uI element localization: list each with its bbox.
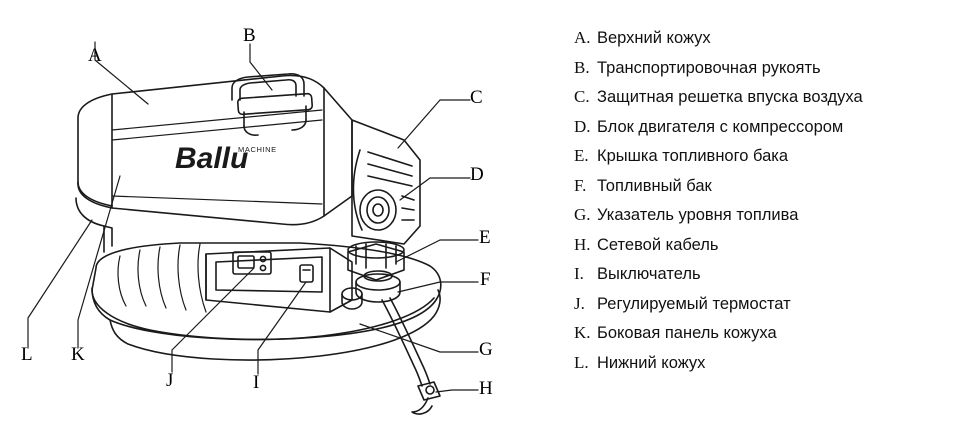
legend-item-key: A.	[574, 28, 591, 47]
legend-item-label: Нижний кожух	[597, 353, 706, 372]
legend-item-label: Верхний кожух	[597, 29, 711, 47]
legend-item-label: Выключатель	[597, 265, 701, 283]
legend-list	[574, 28, 964, 382]
callout-label-a: A	[88, 45, 102, 66]
legend-item-label: Регулируемый термостат	[597, 294, 791, 313]
legend-item-label: Топливный бак	[597, 176, 712, 195]
power-switch	[300, 265, 313, 282]
carry-handle	[232, 74, 312, 135]
legend-item-key: J.	[574, 293, 585, 313]
legend-item	[574, 87, 964, 117]
legend-item-label: Крышка топливного бака	[597, 147, 789, 165]
legend-item-key: B.	[574, 57, 590, 77]
legend-item	[574, 58, 964, 88]
legend-item	[574, 353, 964, 383]
legend-item	[574, 176, 964, 206]
legend-item	[574, 264, 964, 294]
legend-item-label: Указатель уровня топлива	[597, 206, 799, 224]
legend-item-label: Транспортировочная рукоять	[597, 58, 821, 77]
legend-item-label: Сетевой кабель	[597, 235, 719, 254]
legend-item-key: C.	[574, 87, 590, 106]
legend-item-label: Блок двигателя с компрессором	[597, 117, 844, 136]
legend-item	[574, 205, 964, 235]
legend-item	[574, 294, 964, 324]
callout-label-i: I	[253, 372, 260, 393]
tank-ribs	[118, 244, 206, 312]
callout-label-h: H	[479, 378, 493, 399]
legend-item-label: Защитная решетка впуска воздуха	[597, 88, 863, 106]
legend-item-key: G.	[574, 205, 591, 224]
legend-item	[574, 117, 964, 147]
callout-label-b: B	[243, 25, 256, 46]
legend-item-key: F.	[574, 175, 587, 195]
legend-item-key: H.	[574, 234, 591, 254]
callout-label-c: C	[470, 87, 483, 108]
legend-item-key: L.	[574, 352, 589, 372]
legend-item-key: I.	[574, 264, 584, 283]
air-intake-grille	[352, 120, 420, 244]
callout-label-j: J	[166, 370, 174, 391]
legend-item-key: K.	[574, 323, 591, 342]
callout-label-k: K	[71, 344, 85, 365]
brand-plate	[175, 142, 277, 175]
callout-label-g: G	[479, 339, 493, 360]
legend-item	[574, 235, 964, 265]
legend-item	[574, 323, 964, 353]
callout-label-d: D	[470, 164, 484, 185]
callout-label-e: E	[479, 227, 491, 248]
legend-item	[574, 146, 964, 176]
callout-label-l: L	[21, 344, 33, 365]
legend-item	[574, 28, 964, 58]
power-cable	[382, 298, 440, 414]
legend-item-label: Боковая панель кожуха	[597, 324, 777, 342]
callout-label-f: F	[480, 269, 491, 290]
svg-text:Ballu: Ballu	[175, 142, 249, 175]
legend-item-key: E.	[574, 146, 589, 165]
legend-item-key: D.	[574, 116, 591, 136]
svg-text:MACHINE: MACHINE	[238, 145, 277, 154]
lower-housing	[206, 248, 352, 312]
